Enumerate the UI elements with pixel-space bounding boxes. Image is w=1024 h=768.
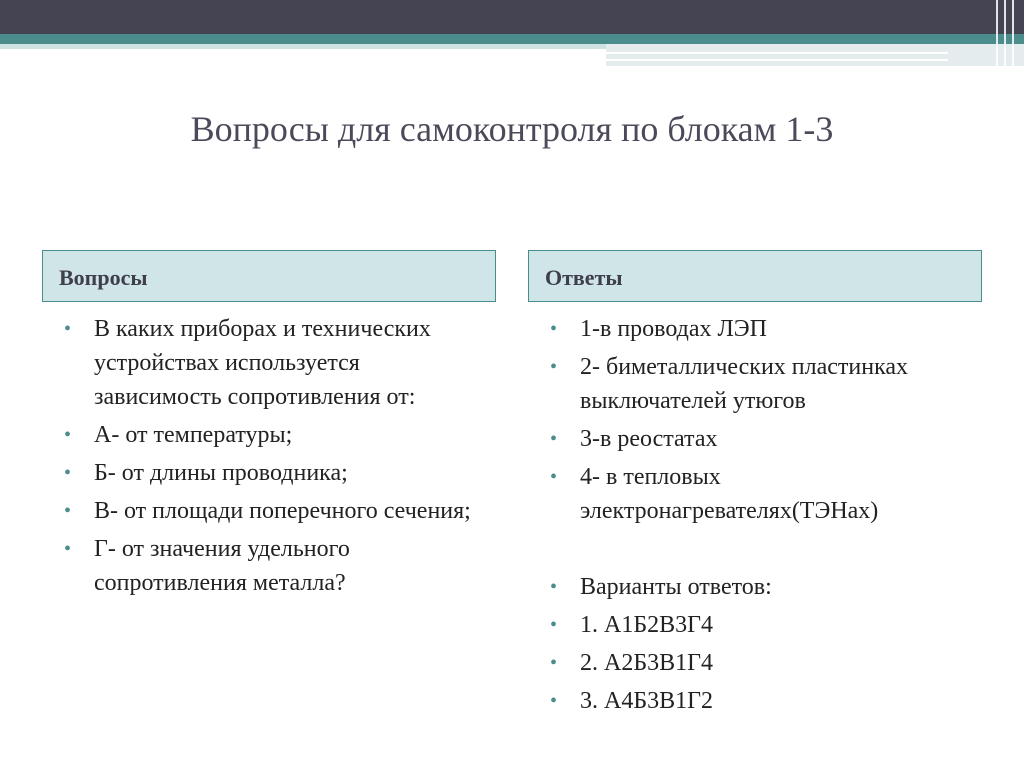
answer-text: 4- в тепловых электронагревателях(ТЭНах) <box>580 464 879 524</box>
bullet-icon: • <box>550 652 558 674</box>
list-item <box>548 312 988 346</box>
questions-list <box>62 312 482 604</box>
bullet-icon: • <box>550 614 558 636</box>
bullet-icon: • <box>550 318 558 340</box>
decor-right-line <box>606 59 948 61</box>
bullet-icon: • <box>64 462 72 484</box>
list-item <box>548 460 988 528</box>
question-text: В каких приборах и технических устройствах используется зависимость сопротивления от: <box>94 316 431 410</box>
list-item <box>62 456 482 490</box>
variant-option: 2. А2Б3В1Г4 <box>580 650 713 676</box>
bullet-icon: • <box>550 356 558 378</box>
list-item <box>548 350 988 418</box>
bullet-icon: • <box>64 318 72 340</box>
decor-teal-stripe <box>0 34 1024 44</box>
bullet-icon: • <box>550 466 558 488</box>
list-item <box>548 684 988 718</box>
bullet-icon: • <box>550 576 558 598</box>
list-item <box>62 312 482 414</box>
decor-vertical-line <box>1004 0 1006 70</box>
variants-label: Варианты ответов: <box>580 574 772 600</box>
decor-vertical-line <box>996 0 998 70</box>
decor-right-line <box>606 52 948 54</box>
bullet-icon: • <box>64 538 72 560</box>
bullet-icon: • <box>550 690 558 712</box>
answer-text: 3-в реостатах <box>580 426 718 452</box>
answers-list <box>548 312 988 722</box>
decor-top-bar <box>0 0 1024 34</box>
bullet-icon: • <box>550 428 558 450</box>
slide-title: Вопросы для самоконтроля по блокам 1-3 <box>190 109 834 149</box>
list-item <box>548 646 988 680</box>
list-item <box>62 494 482 528</box>
question-text: Б- от длины проводника; <box>94 460 348 486</box>
list-item <box>62 418 482 452</box>
list-item <box>548 570 988 604</box>
question-text: Г- от значения удельного сопротивления металла? <box>94 536 350 596</box>
variant-option: 3. А4Б3В1Г2 <box>580 688 713 714</box>
bullet-icon: • <box>64 500 72 522</box>
list-item <box>62 532 482 600</box>
decor-vertical-line <box>1012 0 1014 70</box>
questions-header: Вопросы <box>42 250 496 302</box>
decor-right-block <box>606 44 1024 66</box>
list-item <box>548 422 988 456</box>
list-item <box>548 608 988 642</box>
answers-header: Ответы <box>528 250 982 302</box>
answer-text: 2- биметаллических пластинках выключателей утюгов <box>580 354 909 414</box>
bullet-icon: • <box>64 424 72 446</box>
list-spacer <box>548 532 988 566</box>
question-text: А- от температуры; <box>94 422 293 448</box>
question-text: В- от площади поперечного сечения; <box>94 498 471 524</box>
variant-option: 1. А1Б2В3Г4 <box>580 612 713 638</box>
answer-text: 1-в проводах ЛЭП <box>580 316 767 342</box>
